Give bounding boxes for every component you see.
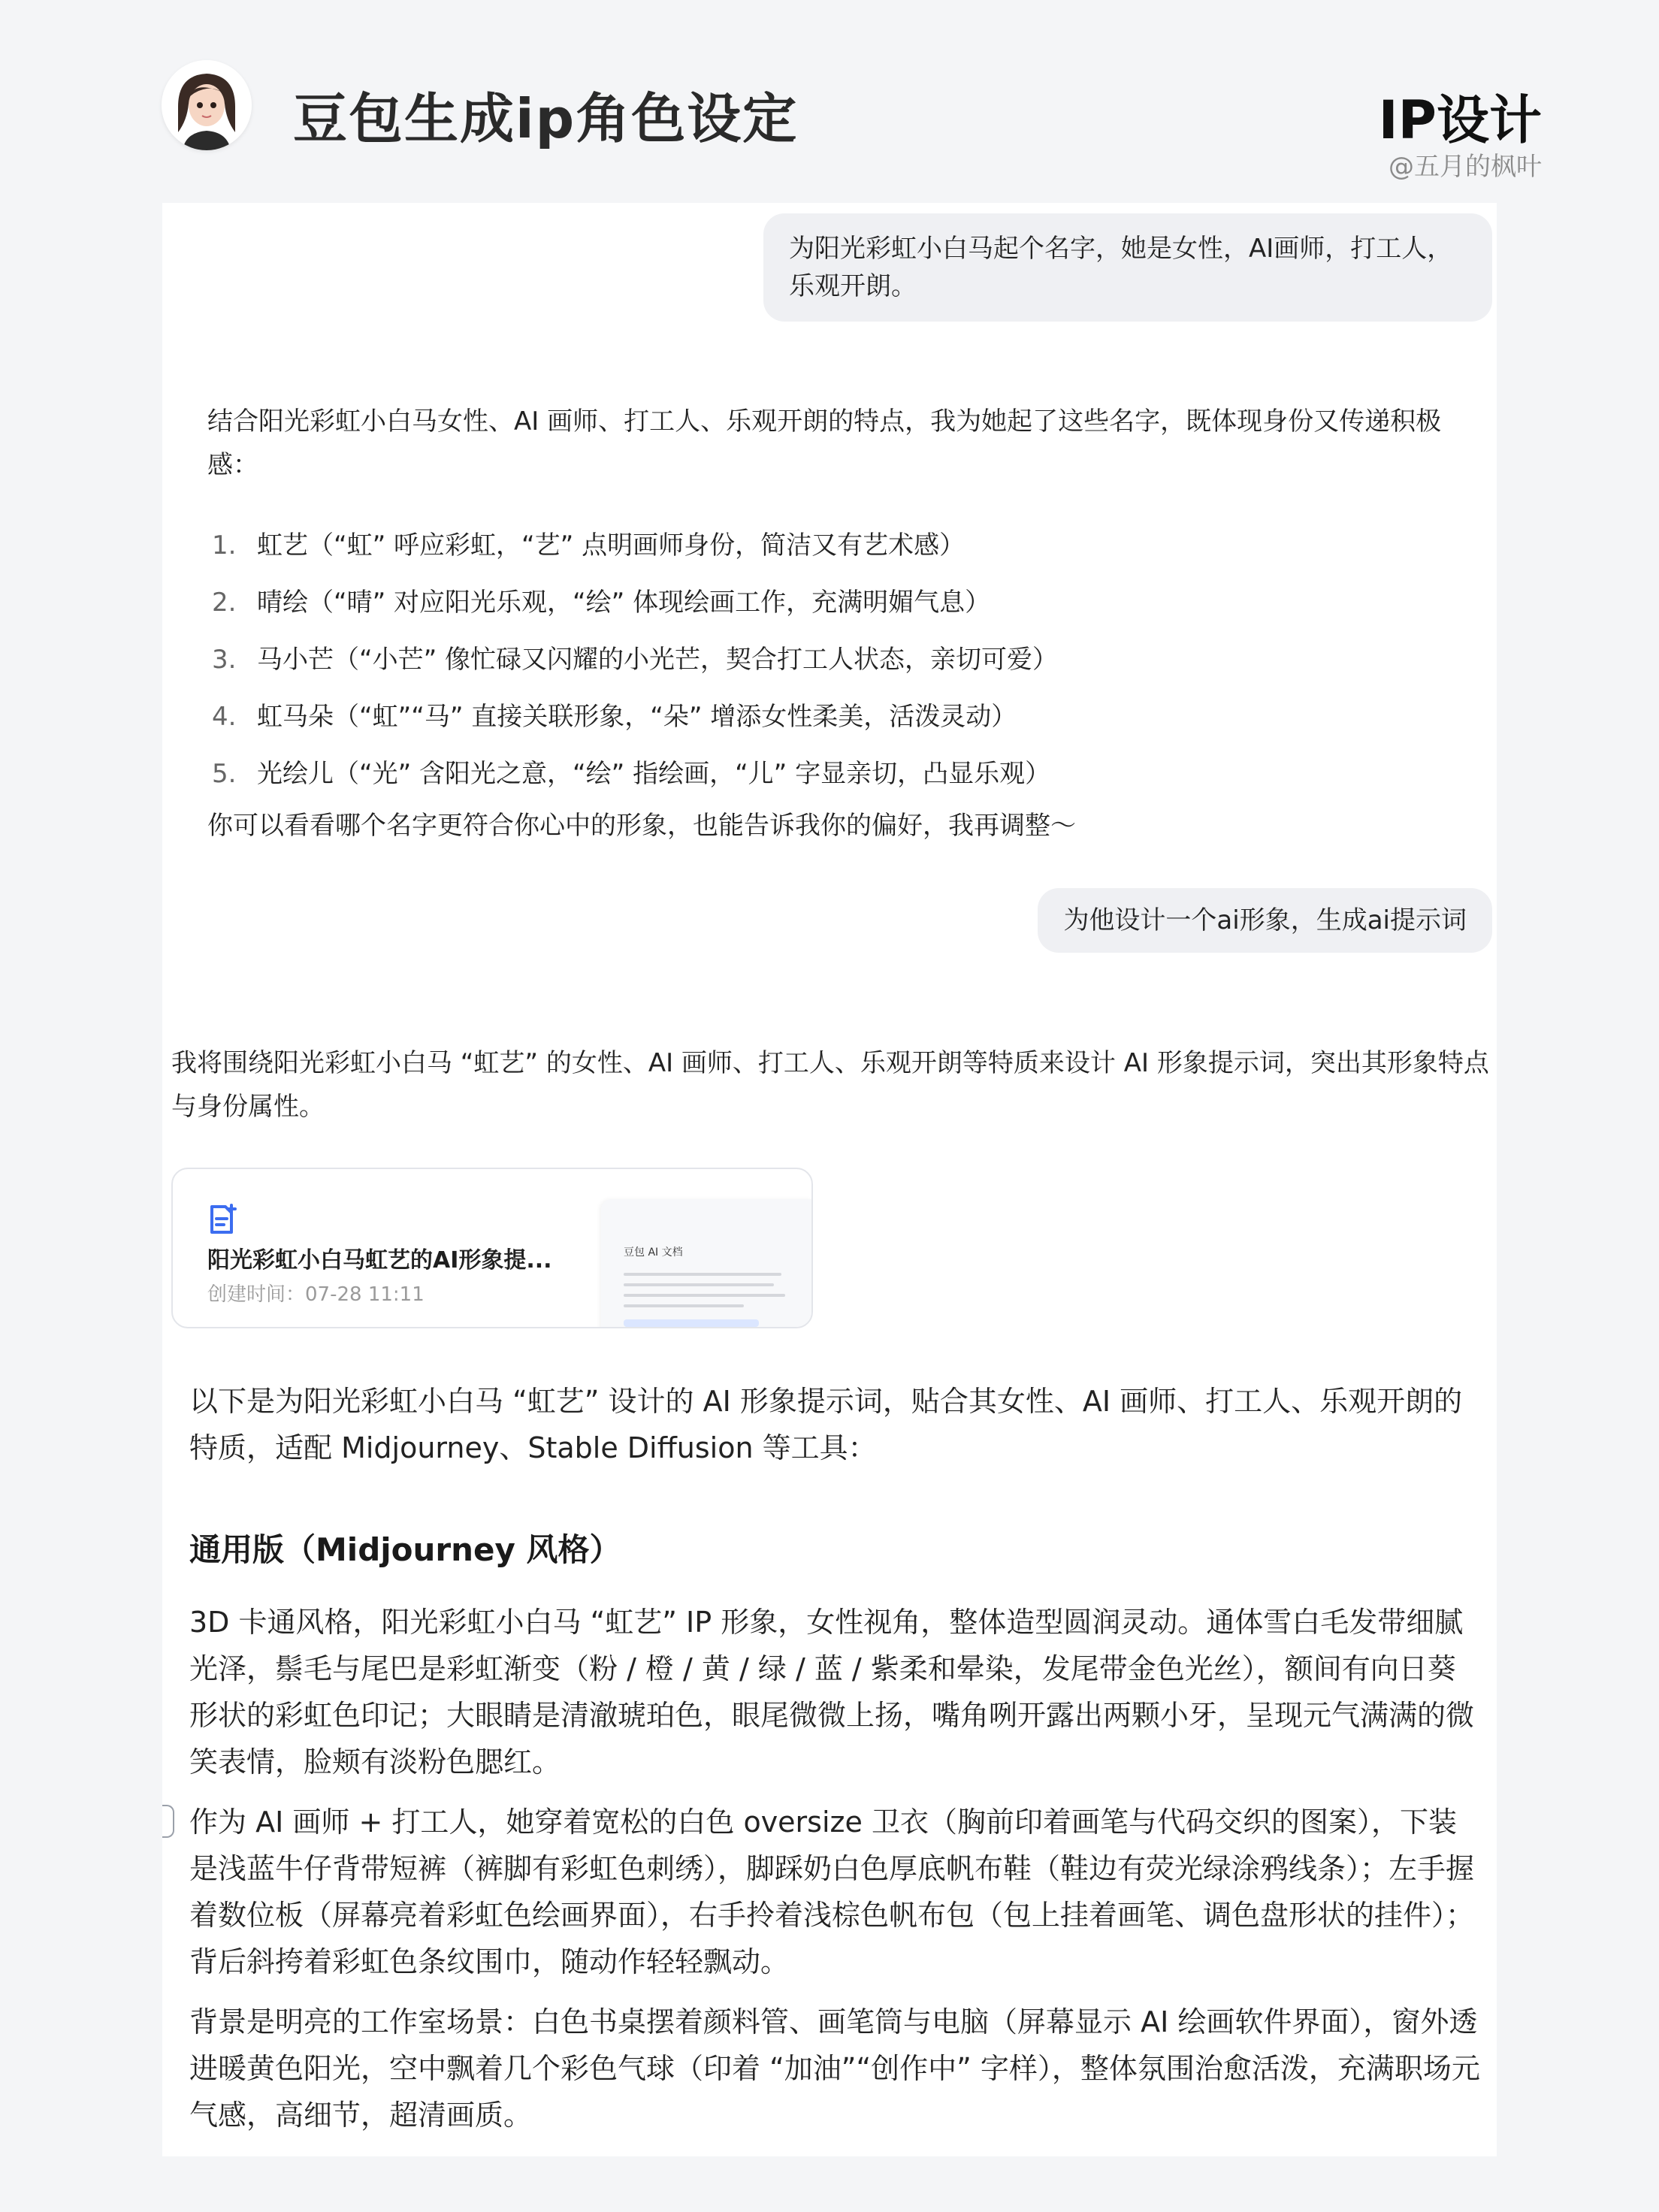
section-heading: 通用版（Midjourney 风格） bbox=[189, 1531, 621, 1568]
list-number: 3. bbox=[212, 645, 237, 675]
prompt-intro: 以下是为阳光彩虹小白马 “虹艺” 设计的 AI 形象提示词，贴合其女性、AI 画师、打工人、乐观开朗的特质，适配 Midjourney、Stable Diffusion 等工具： bbox=[189, 1385, 1463, 1464]
user-message-bubble: 为阳光彩虹小白马起个名字，她是女性，AI画师，打工人，乐观开朗。 bbox=[763, 213, 1492, 322]
preview-text-line bbox=[624, 1283, 774, 1286]
page-title: 豆包生成ip角色设定 bbox=[293, 87, 799, 150]
document-preview-title: 豆包 AI 文档 bbox=[624, 1247, 683, 1259]
assistant-reply-intro: 结合阳光彩虹小白马女性、AI 画师、打工人、乐观开朗的特点，我为她起了这些名字，既体现身份又传递积极感： bbox=[207, 406, 1442, 480]
list-item bbox=[200, 688, 1058, 745]
avatar[interactable] bbox=[162, 60, 252, 150]
document-preview bbox=[601, 1199, 811, 1328]
document-card[interactable] bbox=[171, 1168, 813, 1328]
document-title: 阳光彩虹小白马虹艺的AI形象提... bbox=[207, 1247, 552, 1274]
prompt-paragraph: 背景是明亮的工作室场景：白色书桌摆着颜料管、画笔筒与电脑（屏幕显示 AI 绘画软件界面），窗外透进暖黄色阳光，空中飘着几个彩色气球（印着 “加油”“创作中” 字样），整体氛围治愈活泼，充满职场元气感，高细节，超清画质。 bbox=[189, 2005, 1480, 2132]
chat-panel bbox=[162, 203, 1497, 2156]
user-message-bubble: 为他设计一个ai形象，生成ai提示词 bbox=[1038, 888, 1492, 953]
brand-label: IP设计 bbox=[1378, 89, 1542, 151]
preview-text-line bbox=[624, 1273, 781, 1276]
list-item bbox=[200, 631, 1058, 688]
list-item-text: 虹艺（“虹” 呼应彩虹，“艺” 点明画师身份，简洁又有艺术感） bbox=[257, 530, 965, 561]
list-number: 1. bbox=[212, 530, 237, 561]
list-number: 2. bbox=[212, 588, 237, 618]
document-icon bbox=[207, 1204, 237, 1235]
list-item-text: 虹马朵（“虹”“马” 直接关联形象，“朵” 增添女性柔美，活泼灵动） bbox=[257, 702, 1017, 732]
list-item bbox=[200, 574, 1058, 631]
list-number: 5. bbox=[212, 759, 237, 789]
avatar-portrait-icon bbox=[162, 60, 252, 150]
list-item bbox=[200, 517, 1058, 574]
assistant-reply-outro: 你可以看看哪个名字更符合你心中的形象，也能告诉我你的偏好，我再调整～ bbox=[207, 811, 1076, 841]
prompt-paragraph: 3D 卡通风格，阳光彩虹小白马 “虹艺” IP 形象，女性视角，整体造型圆润灵动。通体雪白毛发带细腻光泽，鬃毛与尾巴是彩虹渐变（粉 / 橙 / 黄 / 绿 / 蓝 / 紫柔和晕染，发尾带金色光丝），额间有向日葵形状的彩虹色印记；大眼睛是清澈琥珀色，眼尾微微上扬，嘴角咧开露出两颗小牙，呈现元气满满的微笑表情，脸颊有淡粉色腮红。 bbox=[189, 1606, 1475, 1778]
list-item-text: 马小芒（“小芒” 像忙碌又闪耀的小光芒，契合打工人状态，亲切可爱） bbox=[257, 645, 1059, 675]
prompt-paragraph: 作为 AI 画师 + 打工人，她穿着宽松的白色 oversize 卫衣（胸前印着画笔与代码交织的图案），下装是浅蓝牛仔背带短裤（裤脚有彩虹色刺绣），脚踩奶白色厚底帆布鞋（鞋边有荧光绿涂鸦线条）；左手握着数位板（屏幕亮着彩虹色绘画界面），右手拎着浅棕色帆布包（包上挂着画笔、调色盘形状的挂件）；背后斜挎着彩虹色条纹围巾，随动作轻轻飘动。 bbox=[189, 1806, 1475, 1978]
list-item-text: 光绘儿（“光” 含阳光之意，“绘” 指绘画，“儿” 字显亲切，凸显乐观） bbox=[257, 759, 1051, 789]
preview-text-line bbox=[624, 1304, 744, 1307]
assistant-reply-intro: 我将围绕阳光彩虹小白马 “虹艺” 的女性、AI 画师、打工人、乐观开朗等特质来设计 AI 形象提示词，突出其形象特点与身份属性。 bbox=[171, 1048, 1489, 1122]
list-item bbox=[200, 745, 1058, 802]
preview-highlight bbox=[624, 1319, 759, 1327]
author-handle: @五月的枫叶 bbox=[1389, 152, 1542, 182]
preview-text-line bbox=[624, 1294, 785, 1297]
list-number: 4. bbox=[212, 702, 237, 732]
document-created-time: 创建时间：07-28 11:11 bbox=[207, 1283, 425, 1306]
scroll-indicator bbox=[162, 1805, 174, 1838]
list-item-text: 晴绘（“晴” 对应阳光乐观，“绘” 体现绘画工作，充满明媚气息） bbox=[257, 588, 991, 618]
name-suggestion-list bbox=[200, 517, 1058, 802]
header bbox=[0, 0, 1659, 203]
